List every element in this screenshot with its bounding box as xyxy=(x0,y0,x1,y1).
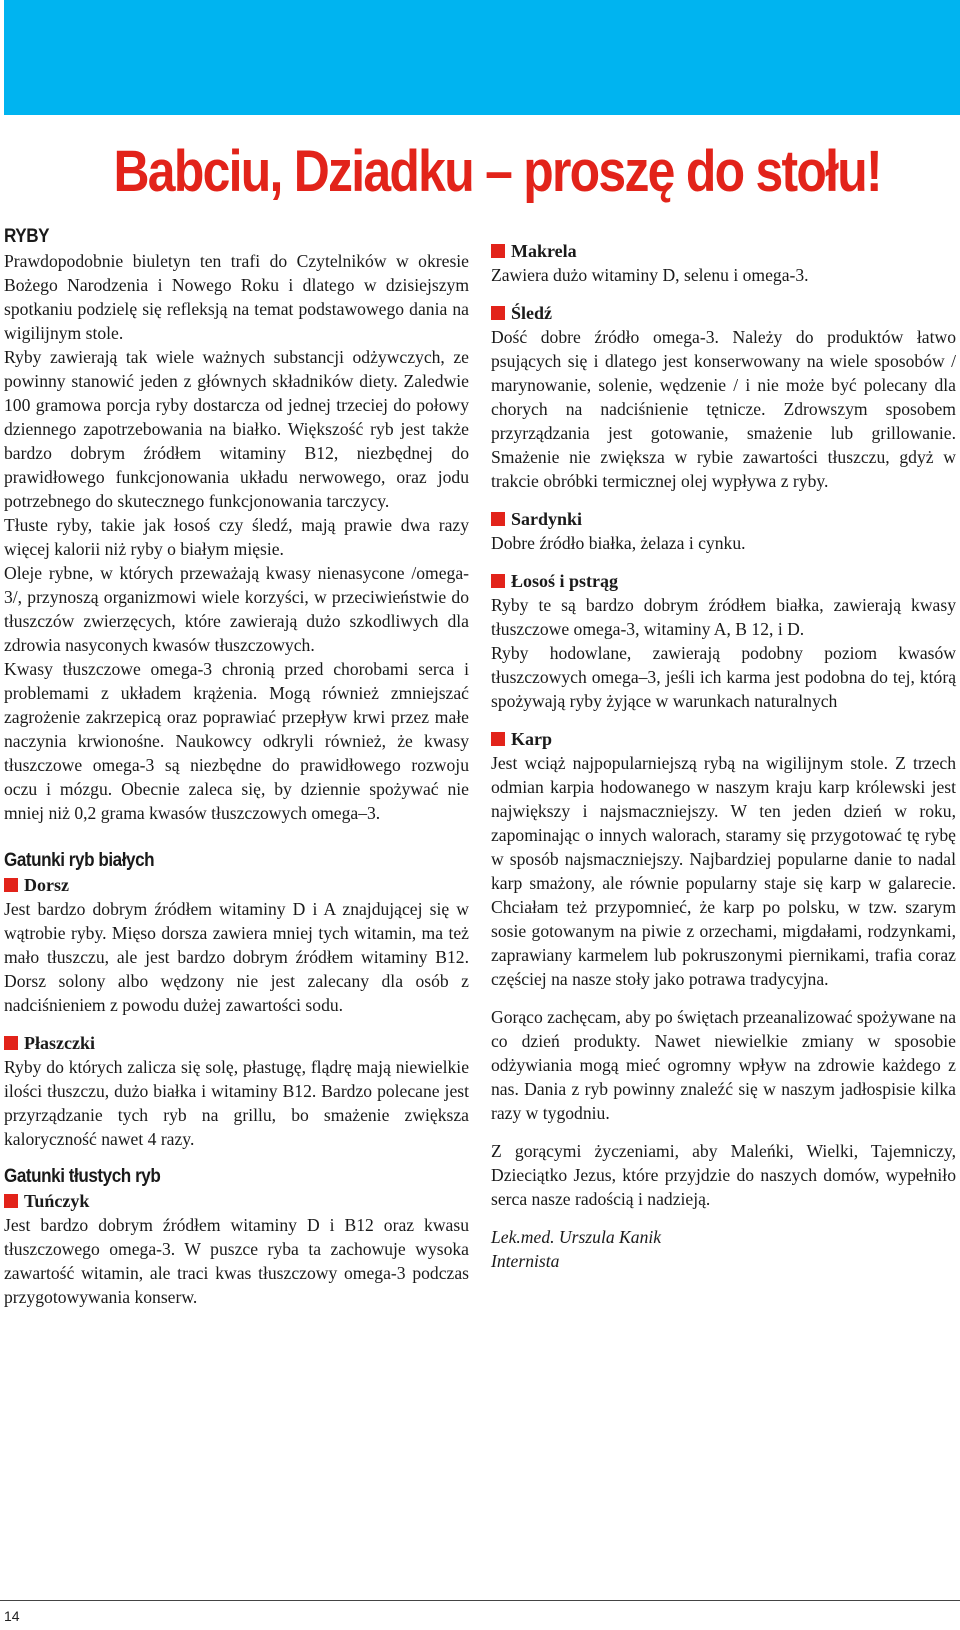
paragraph: Jest bardzo dobrym źródłem witaminy D i B12 oraz kwasu tłuszczowego omega-3. W puszce ryba ta zachowuje wysoka zawartość witamin, ale traci kwas tłuszczowy omega-3 podczas przygotowywania konserw. xyxy=(4,1215,469,1307)
red-square-bullet-icon xyxy=(4,878,18,892)
paragraph: Gorąco zachęcam, aby po świętach przeanalizować spożywane na co dzień produkty. Nawet niewielkie zmiany w sposobie odżywiania mogą mieć ogromny wpływ na zdrowie każdego z nas. Dania z ryb powinny znaleźć się w naszym jadłospisie kilka razy w tygodniu. xyxy=(491,1007,957,1123)
paragraph: Dobre źródło białka, żelaza i cynku. xyxy=(491,533,746,553)
red-square-bullet-icon xyxy=(491,574,505,588)
footer-divider xyxy=(0,1600,960,1601)
page-number: 14 xyxy=(4,1608,20,1624)
author-name: Lek.med. Urszula Kanik xyxy=(491,1227,662,1247)
red-square-bullet-icon xyxy=(491,732,505,746)
header-banner xyxy=(4,0,960,115)
subheading-plaszczki: Płaszczki xyxy=(4,1031,469,1055)
subheading-dorsz: Dorsz xyxy=(4,873,469,897)
right-column xyxy=(491,225,956,1273)
page-title: Babciu, Dziadku – proszę do stołu! xyxy=(113,139,881,204)
paragraph: Ryby te są bardzo dobrym źródłem białka, zawierają kwasy tłuszczowe omega-3, witaminy A, B 12, i D. xyxy=(491,595,956,639)
paragraph: Z gorącymi życzeniami, aby Maleńki, Wielki, Tajemniczy, Dzieciątko Jezus, które przyjdzie do naszych domów, wypełniło serca nasze radością i nadzieją. xyxy=(491,1141,956,1209)
section-heading-ryby: RYBY xyxy=(4,226,50,247)
section-heading-white-fish: Gatunki ryb białych xyxy=(4,850,155,871)
paragraph: Ryby hodowlane, zawierają podobny poziom kwasów tłuszczowych omega–3, jeśli ich karma jest podobna do tej, którą spożywają ryby żyjące w warunkach naturalnych xyxy=(491,643,956,711)
left-column xyxy=(4,225,469,1309)
paragraph: Jest wciąż najpopularniejszą rybą na wigilijnym stole. Z trzech odmian karpia hodowanego w naszym kraju karp królewski jest największy i najsmaczniejszy. W ten jeden dzień w roku, zapominając o innych walorach, staramy się przygotować tę rybę w sposób najsmaczniejszy. Najbardziej popularne danie to nadal karp smażony, ale równie popularny staje się karp w galarecie. Chciałam też przypomnieć, że karp po polsku, w tzw. szarym sosie gotowanym na piwie z orzechami, migdałami, rodzynkami, zaprawiany karmelem lub pokruszonymi piernikami, trafia coraz częściej na nasze stoły jako potrawa tradycyjna. xyxy=(491,753,956,989)
red-square-bullet-icon xyxy=(4,1194,18,1208)
paragraph: Prawdopodobnie biuletyn ten trafi do Czytelników w okresie Bożego Narodzenia i Nowego Roku i dlatego w dzisiejszym spotkaniu podzielę się refleksją na temat podstawowego dania na wigilijnym stole. xyxy=(4,251,469,343)
paragraph: Tłuste ryby, takie jak łosoś czy śledź, mają prawie dwa razy więcej kalorii niż ryby o białym mięsie. xyxy=(4,515,469,559)
subheading-losos: Łosoś i pstrąg xyxy=(491,569,956,593)
subheading-tunczyk: Tuńczyk xyxy=(4,1189,469,1213)
red-square-bullet-icon xyxy=(491,306,505,320)
paragraph: Zawiera dużo witaminy D, selenu i omega-3. xyxy=(491,265,809,285)
subheading-sardynki: Sardynki xyxy=(491,507,956,531)
subheading-makrela: Makrela xyxy=(491,239,956,263)
paragraph: Jest bardzo dobrym źródłem witaminy D i A znajdującej się w wątrobie ryby. Mięso dorsza zawiera mniej tych witamin, ma też mało tłuszczu, ale jest bardzo dobrym źródłem witaminy B12. Dorsz solony albo wędzony nie jest zalecany dla osób z nadciśnieniem z powodu dużej zawartości sodu. xyxy=(4,899,469,1015)
author-role: Internista xyxy=(491,1251,560,1271)
paragraph: Oleje rybne, w których przeważają kwasy nienasycone /omega-3/, przynoszą organizmowi wiele korzyści, w przeciwieństwie do tłuszczów zwierzęcych, które zawierają dużo szkodliwych dla zdrowia nasyconych kwasów tłuszczowych. xyxy=(4,563,469,655)
paragraph: Dość dobre źródło omega-3. Należy do produktów łatwo psujących się i dlatego jest konserwowany na wiele sposobów / marynowanie, solenie, wędzenie / i nie może być polecany dla chorych na nadciśnienie tętnicze. Zdrowszym sposobem przyrządzania jest gotowanie, smażenie lub grillowanie. Smażenie nie zwiększa w rybie zawartości tłuszczu, gdyż w trakcie obróbki termicznej olej wypływa z ryby. xyxy=(491,327,956,491)
paragraph: Kwasy tłuszczowe omega-3 chronią przed chorobami serca i problemami z układem krążenia. Mogą również zmniejszać zagrożenie zakrzepicą oraz poprawiać przepływ krwi przez małe naczynia krwionośne. Naukowcy odkryli również, że kwasy tłuszczowe omega-3 są niezbędne do prawidłowego rozwoju oczu i mózgu. Obecnie zaleca się, by dziennie spożywać nie mniej niż 0,2 grama kwasów tłuszczowych omega–3. xyxy=(4,659,469,823)
paragraph: Ryby do których zalicza się solę, płastugę, flądrę mają niewielkie ilości tłuszczu, dużo białka i witaminy B12. Bardzo polecane jest przyrządzanie tych ryb na grillu, bo smażenie zwiększa kaloryczność nawet 4 razy. xyxy=(4,1057,469,1149)
red-square-bullet-icon xyxy=(491,244,505,258)
red-square-bullet-icon xyxy=(4,1036,18,1050)
paragraph: Ryby zawierają tak wiele ważnych substancji odżywczych, ze powinny stanowić jeden z głównych składników diety. Zaledwie 100 gramowa porcja ryby dostarcza od jednej trzeciej do połowy dziennego zapotrzebowania na białko. Większość ryb jest także bardzo dobrym źródłem witaminy B12, niezbędnej do prawidłowego funkcjonowania układu nerwowego, oraz jodu potrzebnego do skutecznego funkcjonowania tarczycy. xyxy=(4,347,469,511)
red-square-bullet-icon xyxy=(491,512,505,526)
subheading-sledz: Śledź xyxy=(491,301,956,325)
subheading-karp: Karp xyxy=(491,727,956,751)
section-heading-fatty-fish: Gatunki tłustych ryb xyxy=(4,1166,161,1187)
